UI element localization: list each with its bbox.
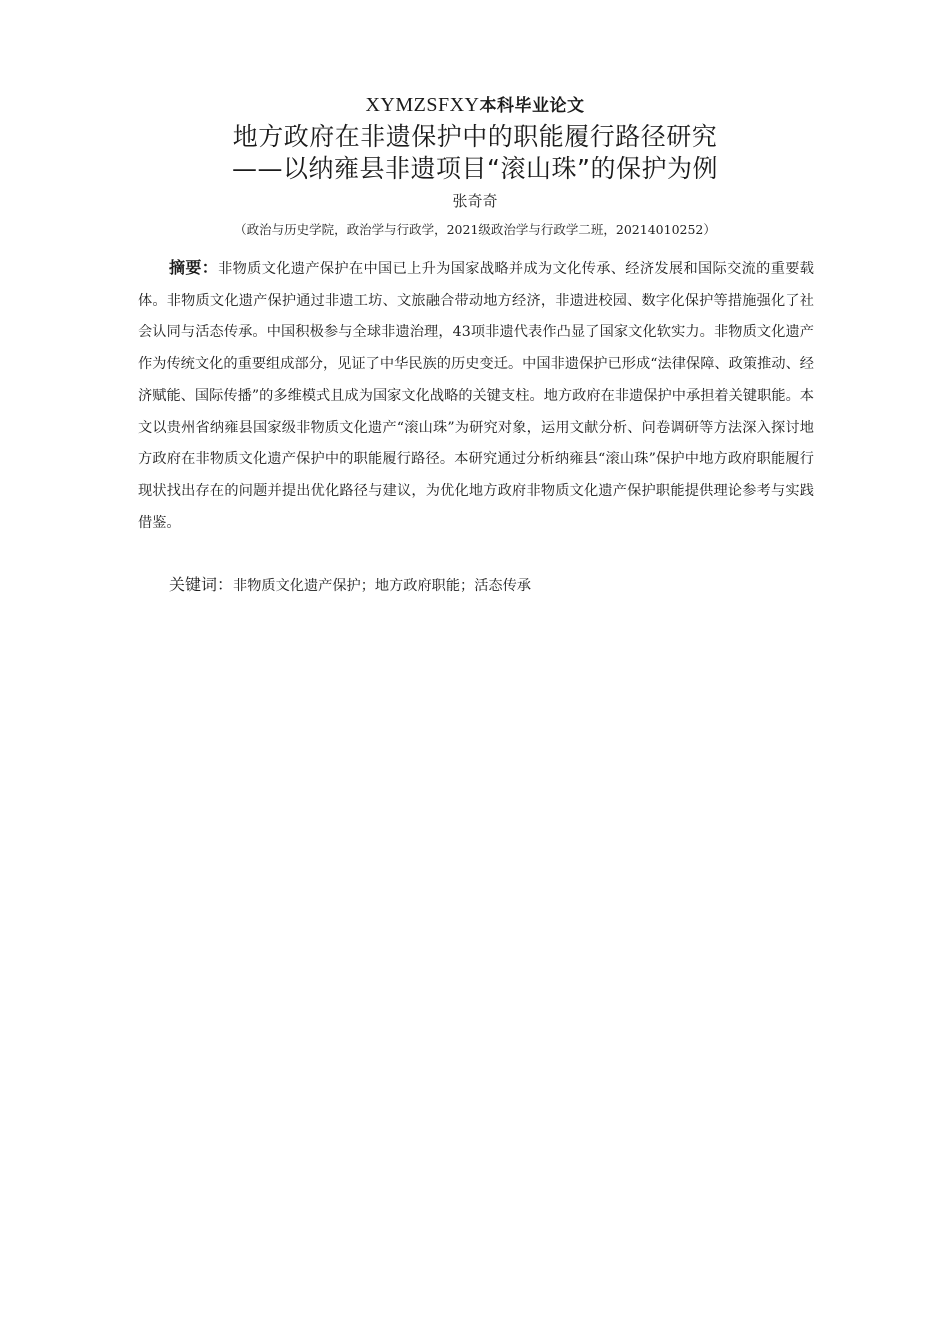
keywords-text: 非物质文化遗产保护；地方政府职能；活态传承	[233, 578, 531, 594]
paper-subtitle: ——以纳雍县非遗项目“滚山珠”的保护为例	[232, 154, 718, 183]
abstract-text: 非物质文化遗产保护在中国已上升为国家战略并成为文化传承、经济发展和国际交流的重要载体。非物质文化遗产保护通过非遗工坊、文旅融合带动地方经济，非遗进校园、数字化保护等措施强化了社会认同与活态传承。中国积极参与全球非遗治理，43项非遗代表作凸显了国家文化软实力。非物质文化遗产作为传统文化的重要组成部分，见证了中华民族的历史变迁。中国非遗保护已形成“法律保障、政策推动、经济赋能、国际传播”的多维模式且成为国家文化战略的关键支柱。地方政府在非遗保护中承担着关键职能。本文以贵州省纳雍县国家级非物质文化遗产“滚山珠”为研究对象，运用文献分析、问卷调研等方法深入探讨地方政府在非物质文化遗产保护中的职能履行路径。本研究通过分析纳雍县“滚山珠”保护中地方政府职能履行现状找出存在的问题并提出优化路径与建议，为优化地方政府非物质文化遗产保护职能提供理论参考与实践借鉴。	[138, 261, 814, 531]
thesis-header	[0, 92, 950, 119]
author-affiliation: （政治与历史学院，政治学与行政学，2021级政治学与行政学二班，20214010252）	[234, 222, 716, 237]
abstract-label: 摘要：	[169, 258, 219, 277]
school-code: XYMZSFXY	[365, 94, 480, 116]
thesis-type-label: 本科毕业论文	[479, 96, 585, 116]
author-name: 张奇奇	[452, 192, 498, 210]
abstract-paragraph	[138, 252, 814, 539]
keywords-line	[169, 570, 814, 601]
paper-title: 地方政府在非遗保护中的职能履行路径研究	[232, 122, 718, 151]
keywords-label: 关键词：	[169, 575, 234, 594]
